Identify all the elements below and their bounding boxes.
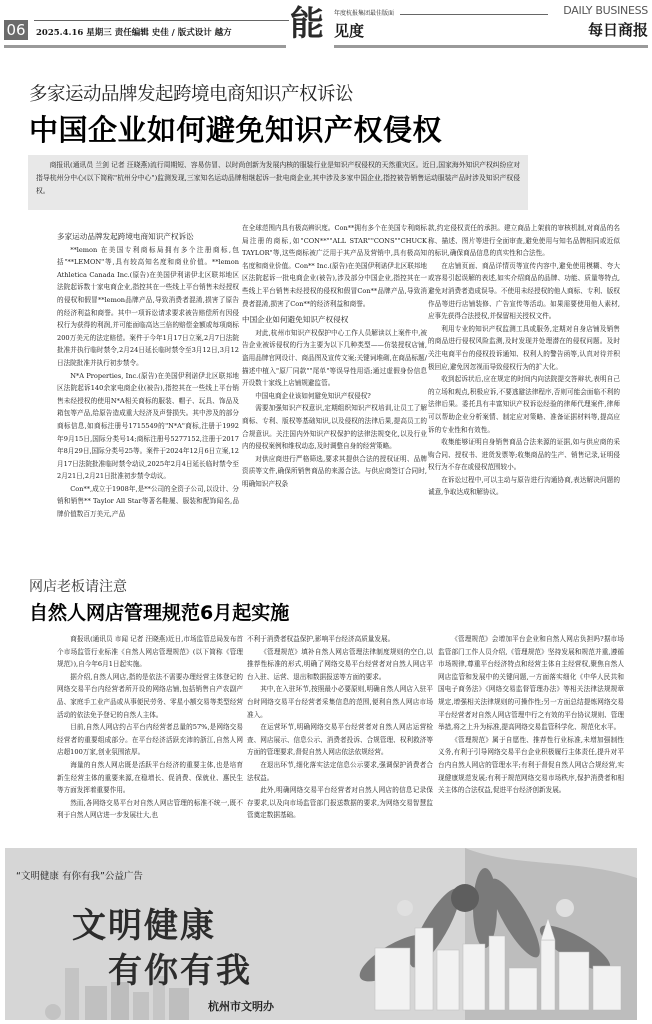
article1-headline: 中国企业如何避免知识产权侵权	[29, 113, 443, 147]
paragraph-continued: 在全球范围内具有极高辨识度。Con**拥有多个在美国专利商标局注册的商标,如"CON**""ALL STAR""CONS""CHUCK TAYLOR"等,这些商标被广泛用于其产品及营销中,具有极高知名度和商业价值。Con** Inc.(原告)在美国伊利诺伊北区联邦地区法院起诉一批电商企业(被告),涉及部分中国企业,指控其在一些线上平台销售未经授权的侵权和假冒Con**品牌产品,导致消费者混淆,损害了Con**的经济利益和商誉。	[242, 224, 427, 308]
subheading: 多家运动品牌发起跨境电商知识产权诉讼	[57, 232, 194, 241]
paragraph: **lemon 在美国专利商标局拥有多个注册商标,包括"**LEMON"等,具有较高知名度和商业价值。**lemon Athletica Canada Inc.(原告)在美国伊利诺伊北区联邦地区法院起诉数十家电商企业,指控其在一些线上平台销售未经授权的侵权和假冒**lemon品牌产品,导致消费者混淆,损害了原告的经济利益和商誉。其中一项诉讼请求要求被告赔偿所有因侵权行为获得的利润,并可能面临高达三倍的赔偿金额或每项商标200万美元的法定赔偿。案件于今年1月17日立案,2月7日法院批准并执行临时禁令,2月24日延长临时禁令至3月12日,3月12日法院批准并执行初步禁令。	[57, 245, 239, 367]
section-title: 见度	[334, 22, 365, 40]
ad-slogan-line1: 文明健康	[72, 906, 216, 946]
paragraph: 海量的自然人网店既是活跃平台经济的重要主体,也是培育新生经营主体的重要来源,在稳增长、促消费、保就业、惠民生等方面发挥着重要作用。	[57, 760, 243, 795]
paragraph: 需要加强知识产权意识,定期组织知识产权培训,让员工了解商标、专利、版权等基础知识,以及侵权的法律后果,提高员工的合规意识。关注国内外知识产权保护的法律法规变化,以及行业内的侵权案例和维权动态,及时调整自身的经营策略。	[242, 404, 427, 451]
ad-slogan-line2: 有你有我	[108, 951, 252, 991]
article1-column-1	[57, 231, 239, 521]
paragraph: 对供应商进行严格筛选,要求其提供合法的授权证明、品牌资质等文件,确保所销售商品的来源合法。与供应商签订合同时,明确知识产权条	[242, 454, 427, 488]
paragraph: 然而,各网络交易平台对自然人网店管理的标准不统一,既不利于自然人网店进一步发展壮大,也	[57, 798, 243, 820]
article1-kicker: 多家运动品牌发起跨境电商知识产权诉讼	[29, 84, 354, 105]
article1-lead-box	[28, 155, 528, 210]
paragraph: 在店铺页面、商品详情页等宣传内容中,避免使用模糊、夸大或容易引起误解的表述,如实介绍商品的品牌、功能、质量等特点,避免对消费者造成误导。不使用未经授权的他人商标、专利、版权作品等进行店铺装修、广告宣传等活动。如果需要使用他人素材,应事先获得合法授权,并保留相关授权文件。	[428, 261, 620, 321]
masthead-bar-right	[334, 45, 648, 48]
paragraph: 《管理规范》属于自愿性、推荐性行业标准,未增加强制性义务,有利于引导网络交易平台企业积极履行主体责任,提升对平台内自然人网店的管理水平;有利于督促自然人网店合规经营,实现健康规范发展;有利于规范网络交易市场秩序,保护消费者和相关主体的合法权益,促进平台经济创新发展。	[438, 735, 624, 795]
paragraph: 其中,在入驻环节,按照最小必要原则,明确自然人网店入驻平台时网络交易平台经营者采集信息的范围,便利自然人网店市场准入。	[247, 685, 433, 719]
paragraph: 利用专业的知识产权监测工具或服务,定期对自身店铺及销售的商品进行侵权风险监测,及时发现并处理潜在的侵权问题。及时关注电商平台的侵权投诉通知、权利人的警告函等,认真对待并积极回应,避免因忽视而导致侵权行为的扩大化。	[428, 324, 620, 371]
paragraph: N*A Properties, Inc.(原告)在美国伊利诺伊北区联邦地区法院起诉140余家电商企业(被告),指控其在一些线上平台销售未经授权的使用N*A相关商标的服装、帽子、玩具、饰品及箱包等产品,给原告造成重大经济及声誉损失。其中涉及的部分商标信息,如商标注册号1715549的"N*A"商标,注册于1992年9月15日,国际分类号14;商标注册号5277152,注册于2017年8月29日,国际分类号25等。案件于2024年12月6日立案,12月17日法院批准临时禁令动议,2025年2月4日延长临时禁令至2月21日,2月21日批准初步禁令动议。	[57, 371, 239, 481]
subheading: 中国企业如何避免知识产权侵权	[242, 315, 349, 325]
masthead-bar-left	[4, 45, 286, 48]
paragraph-continued: 不利于消费者权益保护,影响平台经济高质量发展。	[247, 635, 395, 643]
section-subtitle: 年度杭报集团最佳版面	[334, 10, 395, 17]
paragraph: 在诉讼过程中,可以主动与原告进行沟通协商,表达解决问题的诚意,争取达成和解协议。	[428, 475, 620, 497]
page-number: 06	[4, 20, 28, 40]
paragraph: 《管理规范》填补自然人网店管理法律制度规则的空白,以推荐性标准的形式,明确了网络交易平台经营者对自然人网店平台入驻、运营、退出和数据报送等方面的要求。	[247, 647, 433, 681]
masthead-rule	[34, 20, 289, 21]
paragraph: 在退出环节,细化落实法定信息公示要求,强调保护消费者合法权益。	[247, 760, 433, 782]
article1-lead: 商报讯(通讯员 兰剑 记者 汪晓燕)流行周期短、容易仿冒、以时尚创新为发展内核的服装行业是知识产权侵权的天然重灾区。近日,国家海外知识产权纠纷应对指导杭州分中心(以下简称"杭州分中心")监测发现,三家知名运动品牌相继起诉一批电商企业,其中涉及多家中国企业,指控被告销售运动服装产品时涉及知识产权侵权。	[36, 161, 520, 195]
city-flowers-illustration	[315, 848, 637, 1020]
masthead	[0, 0, 652, 52]
section-logo-char: 能	[290, 4, 324, 44]
article2-column-2	[247, 633, 433, 822]
paragraph: 商报讯(通讯员 市闻 记者 汪晓燕)近日,市场监管总局发布首个市场监管行业标准《自然人网店管理规范》(以下简称《管理规范》),自今年6月1日起实施。	[57, 635, 243, 669]
paragraph: 据介绍,自然人网店,指的是依法不需要办理经营主体登记的网络交易平台内经营者所开设的网络店铺,包括销售自产农副产品、家庭手工业产品或从事便民劳务、零星小额交易等类型经营活动的依法免予登记的自然人主体。	[57, 672, 243, 719]
article2-column-3	[438, 633, 624, 797]
paragraph: 收到起诉状后,应在规定的时间内向法院提交答辩状,表明自己的立场和观点,积极应诉,不要逃避法律程序,否则可能会面临不利的法律后果。委托具有丰富知识产权诉讼经验的律师代理案件,律师可以帮助企业分析案情、制定应对策略、准备证据材料等,提高应诉的专业性和有效性。	[428, 375, 620, 434]
paragraph: 目前,自然人网店约占平台内经营者总量的57%,是网络交易经营者的重要组成部分。在平台经济活跃充沛的浙江,自然人网店超100万家,创业氛围浓厚。	[57, 723, 243, 757]
paragraph: 中国电商企业该如何避免知识产权侵权?	[255, 391, 371, 400]
paragraph: Con**,成立于1908年,是**公司的全资子公司,以设计、分销和销售** Taylor All Star等著名鞋履、服装和配饰闻名,品牌价值数百万美元,产品	[57, 484, 239, 519]
article1-column-3	[428, 222, 620, 499]
ad-organization: 杭州市文明办	[208, 1000, 274, 1013]
paragraph: 对此,杭州市知识产权保护中心工作人员解读以上案件中,被告企业被诉侵权的行为主要为以下几种类型——仿装授权店铺,盗用品牌官网设计、商品图及宣传文案;关键词堆砌,在商品标题/描述中植入"原厂同款""尾单"等误导性用语;通过虚假身份信息开设数十家线上店铺规避监管。	[242, 328, 427, 388]
date-line: 2025.4.16 星期三 责任编辑 史佳 / 版式设计 越方	[36, 28, 232, 38]
paragraph-continued: 款,约定侵权责任的承担。建立商品上架前的审核机制,对商品的名称、描述、图片等进行全面审查,避免使用与知名品牌相同或近似的标识,确保商品信息的真实性和合法性。	[428, 224, 620, 258]
article2-kicker: 网店老板请注意	[29, 579, 127, 595]
brand-english: DAILY BUSINESS	[563, 4, 648, 17]
paragraph: 此外,明确网络交易平台经营者对自然人网店的信息记录保存要求,以及向市场监管部门报送数据的要求,为网络交易智慧监管奠定数据基础。	[247, 786, 433, 820]
public-service-ad	[5, 848, 637, 1020]
paragraph: 《管理规范》会增加平台企业和自然人网店负担吗?据市场监管部门工作人员介绍,《管理规范》坚持发展和规范并重,遵循市场规律,尊重平台经济特点和经营主体自主经营权,聚焦自然人网店监管和发展中的关键问题,一方面落实细化《中华人民共和国电子商务法》《网络交易监督管理办法》等相关法律法规规章规定,增强相关法律规则的可操作性;另一方面总结提炼网络交易平台经营者对自然人网店管理中行之有效的平台协议规则、管理举措,将之上升为标准,提高网络交易监管科学化、规范化水平。	[438, 635, 624, 732]
paragraph: 在运营环节,明确网络交易平台经营者对自然人网店运营检查、网店展示、信息公示、消费者投诉、合规管理、权利救济等方面的管理要求,督促自然人网店依法依规经营。	[247, 723, 433, 757]
ad-tagline: “文明健康 有你有我”公益广告	[16, 871, 143, 882]
paragraph: 收集能够证明自身销售商品合法来源的证据,如与供应商的采购合同、授权书、进货发票等;收集商品的生产、销售记录,证明侵权行为不存在或侵权范围较小。	[428, 438, 620, 472]
article2-column-1	[57, 633, 243, 822]
article2-headline: 自然人网店管理规范6月起实施	[29, 602, 290, 624]
brand-chinese: 每日商报	[587, 21, 648, 39]
masthead-rule-right	[400, 14, 548, 15]
article1-column-2	[242, 222, 427, 490]
